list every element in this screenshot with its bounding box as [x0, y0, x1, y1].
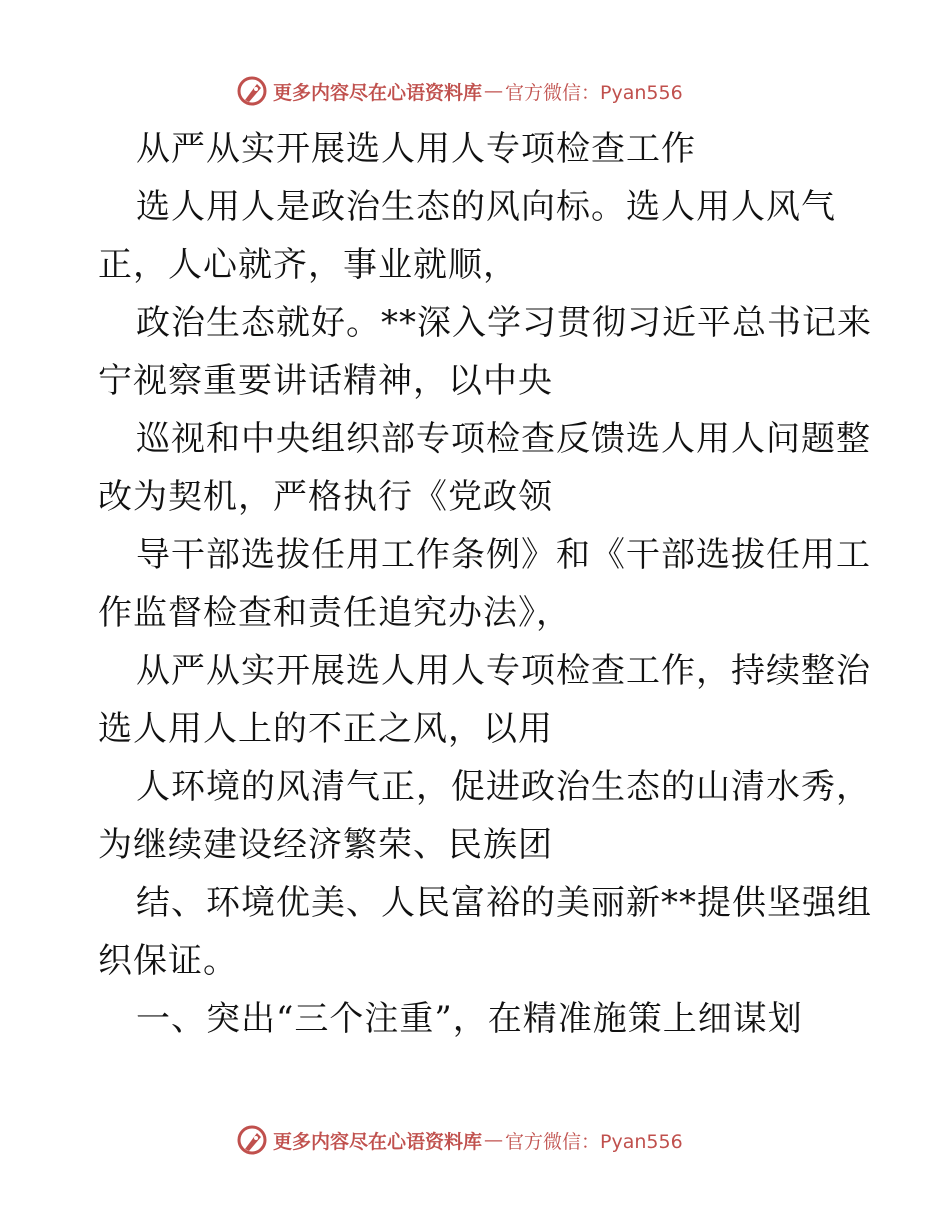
- paragraph-line: 正，人心就齐，事业就顺，: [98, 245, 518, 285]
- watermark-separator: —: [484, 80, 504, 102]
- heading-line: 从严从实开展选人用人专项检查工作: [136, 129, 696, 169]
- paragraph-line: 导干部选拔任用工作条例》和《干部选拔任用工: [136, 535, 871, 575]
- paragraph-line: 为继续建设经济繁荣、民族团: [98, 825, 553, 865]
- watermark-sub-text: 官方微信：Pyan556: [505, 81, 683, 104]
- paragraph-line: 改为契机，严格执行《党政领: [98, 477, 553, 517]
- watermark-sub-text: 官方微信：Pyan556: [505, 1130, 683, 1153]
- paragraph-line: 结、环境优美、人民富裕的美丽新**提供坚强组: [136, 883, 872, 923]
- paragraph-line: 从严从实开展选人用人专项检查工作，持续整治: [136, 651, 871, 691]
- header-watermark: [235, 73, 683, 109]
- paragraph-line: 宁视察重要讲话精神，以中央: [98, 361, 553, 401]
- paragraph-line: 人环境的风清气正，促进政治生态的山清水秀，: [136, 767, 871, 807]
- paragraph-line: 政治生态就好。**深入学习贯彻习近平总书记来: [136, 303, 872, 343]
- watermark-main-text: 更多内容尽在心语资料库: [273, 81, 483, 104]
- watermark-main-text: 更多内容尽在心语资料库: [273, 1130, 483, 1153]
- pen-nib-circle-icon: [235, 74, 269, 108]
- watermark-separator: —: [484, 1129, 504, 1151]
- paragraph-line: 选人用人上的不正之风，以用: [98, 709, 553, 749]
- paragraph-line: 选人用人是政治生态的风向标。选人用人风气: [136, 187, 836, 227]
- pen-nib-circle-icon: [235, 1123, 269, 1157]
- paragraph-line: 作监督检查和责任追究办法》，: [98, 593, 571, 633]
- section-heading: 一、突出“三个注重”，在精准施策上细谋划: [136, 999, 803, 1039]
- paragraph-line: 织保证。: [98, 941, 238, 981]
- footer-watermark: [235, 1122, 683, 1158]
- paragraph-line: 巡视和中央组织部专项检查反馈选人用人问题整: [136, 419, 871, 459]
